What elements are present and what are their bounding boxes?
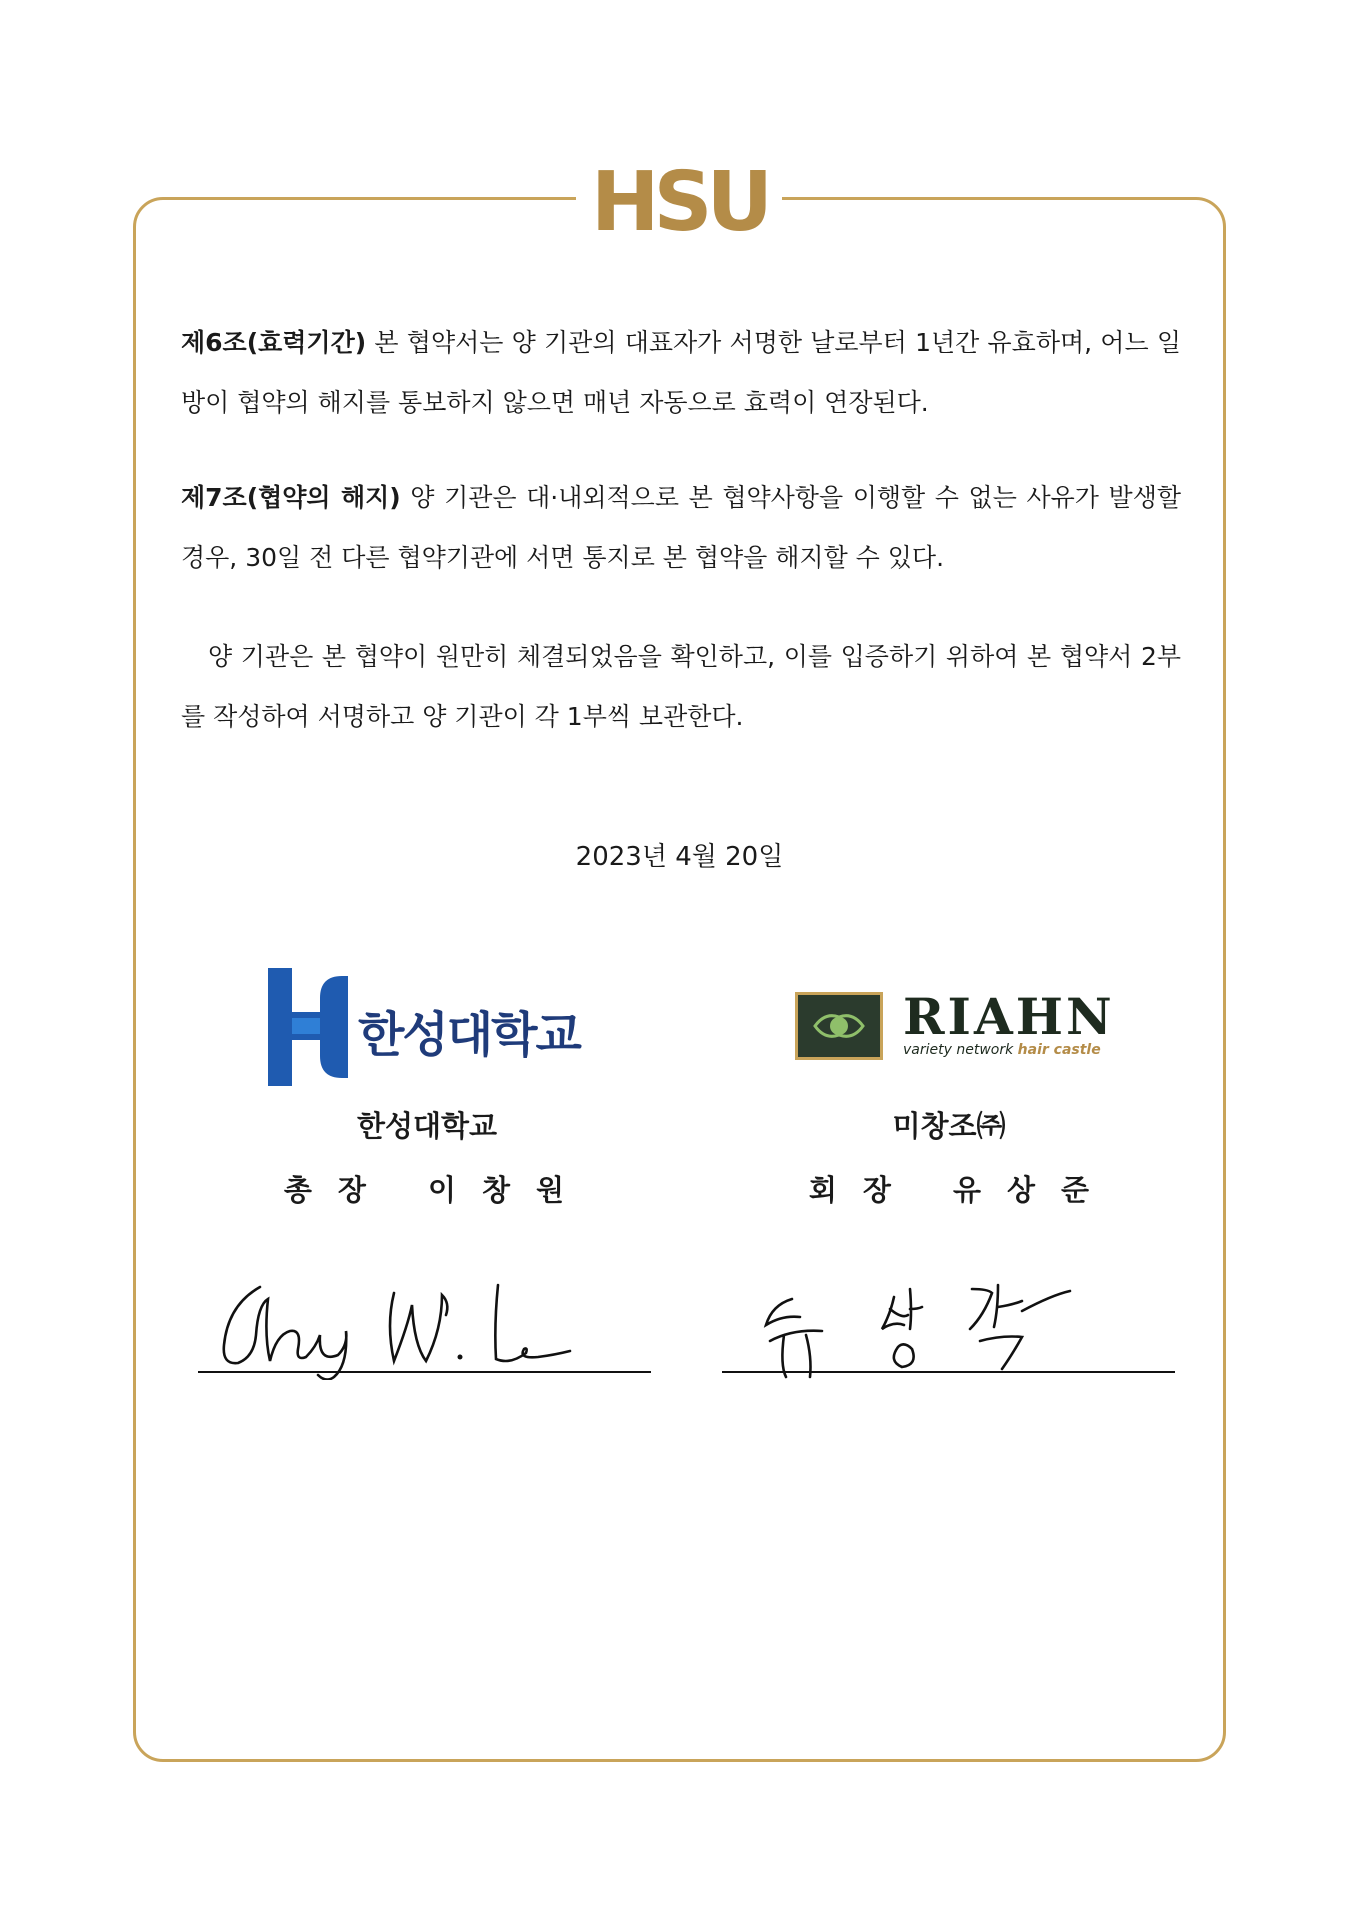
hansung-h-mark-icon	[268, 968, 348, 1086]
signing-date: 2023년 4월 20일	[575, 842, 784, 872]
closing-paragraph: 양 기관은 본 협약이 원만히 체결되었음을 확인하고, 이를 입증하기 위하여 본 협약서 2부를 작성하여 서명하고 양 기관이 각 1부씩 보관한다.	[181, 642, 1181, 731]
right-party-signatory: 회장 유상준	[808, 1173, 1116, 1207]
right-signature	[722, 1265, 1182, 1380]
hsu-logo-text: HSU	[590, 155, 768, 250]
hansung-university-logo	[268, 968, 598, 1088]
left-party-organization: 한성대학교	[356, 1109, 498, 1143]
article-7-heading: 제7조(협약의 해지)	[181, 483, 401, 512]
right-signature-line	[722, 1371, 1175, 1373]
riahn-wordmark: RIAHN	[903, 987, 1115, 1046]
left-party-signatory: 총장 이창원	[283, 1173, 591, 1207]
article-6	[181, 313, 1181, 433]
riahn-logo	[795, 987, 1115, 1064]
article-6-heading: 제6조(효력기간)	[181, 328, 367, 357]
article-7	[181, 468, 1181, 588]
article-7-body: 양 기관은 대·내외적으로 본 협약사항을 이행할 수 없는 사유가 발생할 경우, 30일 전 다른 협약기관에 서면 통지로 본 협약을 해지할 수 있다.	[181, 483, 1181, 572]
hsu-header-logo	[576, 155, 782, 250]
riahn-tagline-highlight: hair castle	[1017, 1042, 1101, 1058]
article-6-body: 본 협약서는 양 기관의 대표자가 서명한 날로부터 1년간 유효하며, 어느 일방이 협약의 해지를 통보하지 않으면 매년 자동으로 효력이 연장된다.	[181, 328, 1181, 417]
riahn-emblem-icon	[795, 992, 883, 1060]
left-signature-line	[198, 1371, 651, 1373]
hansung-logo-wordmark: 한성대학교	[358, 1007, 580, 1063]
right-party-organization: 미창조㈜	[892, 1109, 1006, 1143]
riahn-tagline	[903, 1042, 1101, 1058]
riahn-tagline-prefix: variety network	[903, 1042, 1018, 1058]
left-signature	[198, 1265, 658, 1380]
